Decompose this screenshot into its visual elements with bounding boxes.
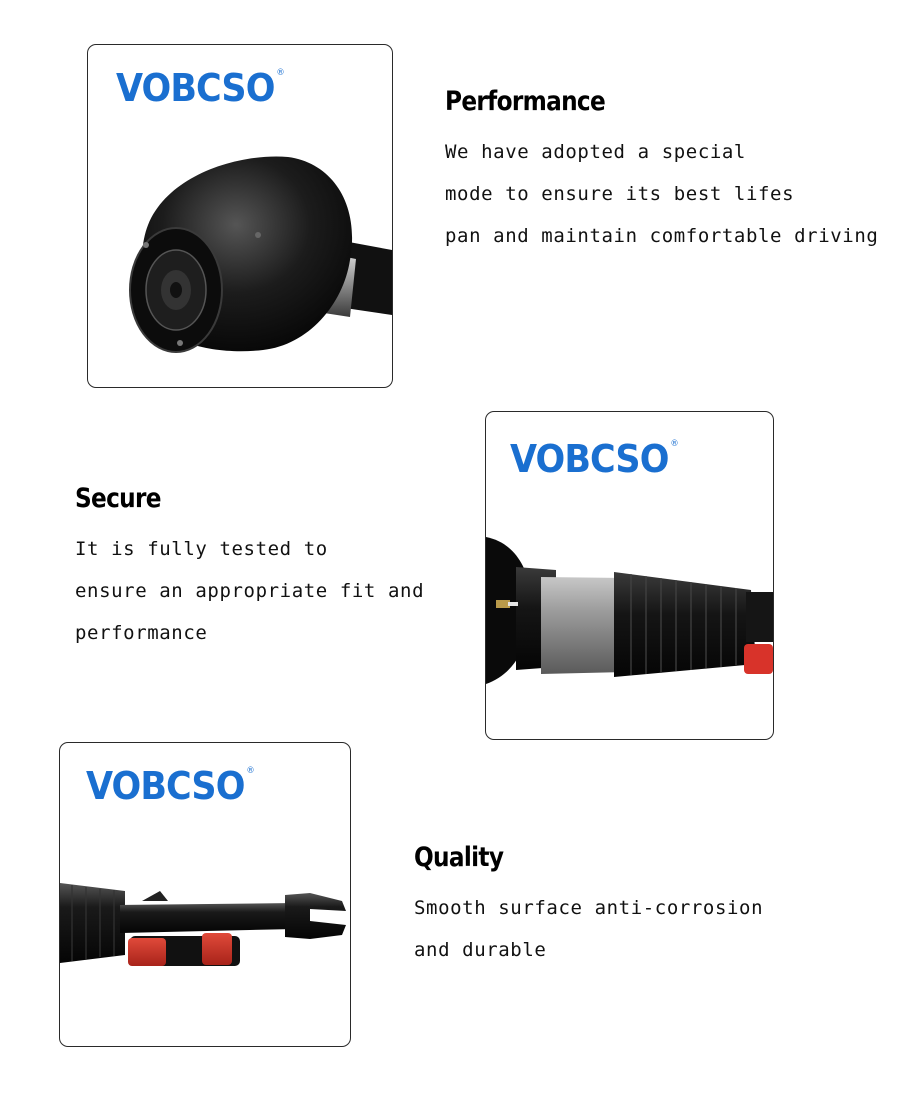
feature-title-secure: Secure [75,483,161,514]
feature-title-quality: Quality [414,842,504,873]
air-strut-top-mount-photo [88,45,392,387]
feature-title-performance: Performance [445,86,606,117]
feature-description-secure [75,528,424,654]
product-image-card-strut-rod [59,742,351,1047]
product-image-card-top-mount [87,44,393,388]
description-line: mode to ensure its best lifes [445,183,795,205]
description-line: Smooth surface anti-corrosion [414,897,764,919]
product-image-card-air-bellows [485,411,774,740]
description-line: performance [75,622,208,644]
description-line: pan and maintain comfortable driving [445,225,879,247]
description-line: ensure an appropriate fit and [75,580,425,602]
feature-description-quality [414,887,763,971]
brand-logo: VOBCSO ® [510,437,679,481]
description-line: and durable [414,939,547,961]
description-line: It is fully tested to [75,538,328,560]
description-line: We have adopted a special [445,141,746,163]
feature-description-performance [445,131,878,257]
brand-logo: VOBCSO ® [116,66,285,110]
strut-rod-photo [60,743,350,1046]
air-bellows-photo [486,412,773,739]
brand-logo: VOBCSO ® [86,764,255,808]
